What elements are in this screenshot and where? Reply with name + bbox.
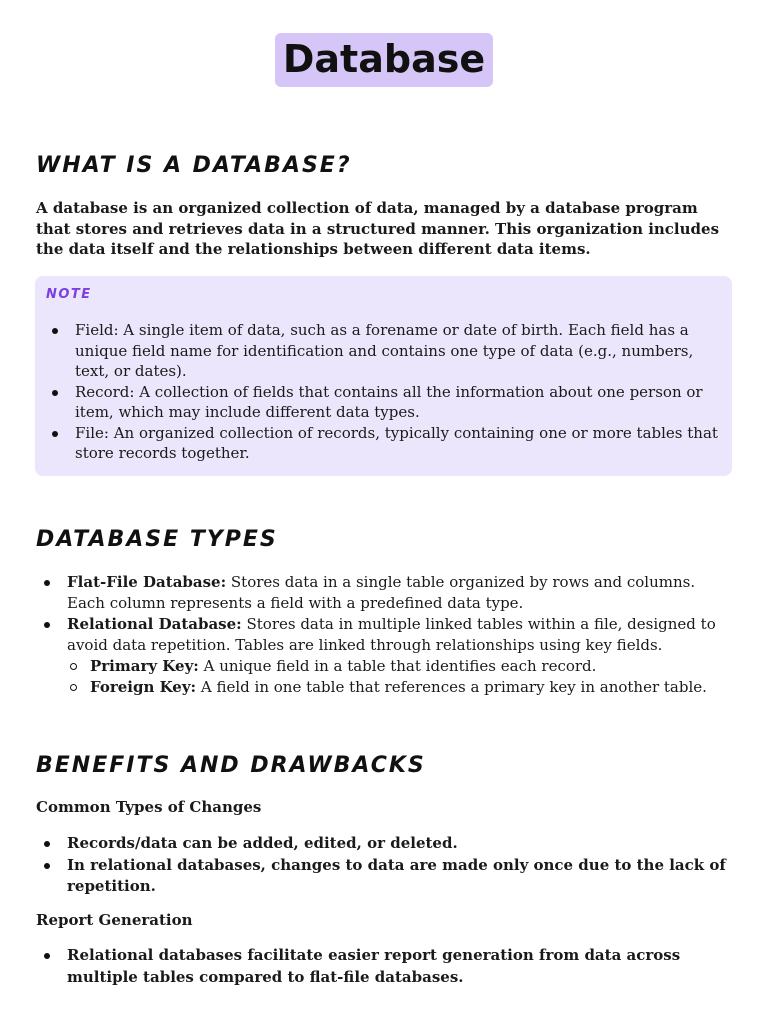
section-heading-what-is: WHAT IS A DATABASE? [36, 153, 352, 178]
key-types-sublist [67, 656, 737, 698]
term-flat-file: Flat-File Database: [67, 573, 227, 591]
desc-foreign-key: A field in one table that references a primary key in another table. [196, 678, 707, 696]
subheading-common-changes: Common Types of Changes [36, 798, 262, 816]
term-primary-key: Primary Key: [90, 657, 199, 675]
note-item-record: Record: A collection of fields that contains all the information about one person or item, which may include different data types. [75, 382, 720, 423]
report-list [67, 945, 737, 988]
title-wrapper [0, 33, 768, 87]
section-heading-database-types: DATABASE TYPES [36, 527, 278, 552]
subheading-report-generation: Report Generation [36, 911, 193, 929]
note-item-field: Field: A single item of data, such as a forename or date of birth. Each field has a unique field name for identification and contains one type of data (e.g., numbers, text, or dates). [75, 320, 720, 382]
database-types-list [67, 572, 737, 698]
term-foreign-key: Foreign Key: [90, 678, 197, 696]
note-list [75, 320, 720, 464]
changes-list [67, 833, 737, 898]
list-item-flat-file [67, 572, 737, 614]
desc-relational: Stores data in multiple linked tables within a file, designed to avoid data repetition. Tables are linked through relationships using key fields. [67, 615, 716, 654]
list-item-relational [67, 614, 737, 698]
note-item-file: File: An organized collection of records, typically containing one or more tables that store records together. [75, 423, 720, 464]
note-label: NOTE [46, 287, 92, 302]
term-relational: Relational Database: [67, 615, 242, 633]
list-item-report-1: Relational databases facilitate easier report generation from data across multiple tables compared to flat-file databases. [67, 945, 737, 988]
list-item-change-2: In relational databases, changes to data are made only once due to the lack of repetition. [67, 855, 737, 898]
intro-paragraph: A database is an organized collection of data, managed by a database program that stores and retrieves data in a structured manner. This organization includes the data itself and the relationships between different data items. [36, 199, 720, 258]
desc-flat-file: Stores data in a single table organized by rows and columns. Each column represents a field with a predefined data type. [67, 573, 696, 612]
desc-primary-key: A unique field in a table that identifies each record. [198, 657, 597, 675]
note-callout [35, 276, 732, 476]
list-item-change-1: Records/data can be added, edited, or deleted. [67, 833, 737, 855]
sublist-item-foreign-key [90, 677, 737, 698]
section-heading-benefits: BENEFITS AND DRAWBACKS [36, 753, 426, 778]
sublist-item-primary-key [90, 656, 737, 677]
page-title: Database [275, 33, 493, 87]
